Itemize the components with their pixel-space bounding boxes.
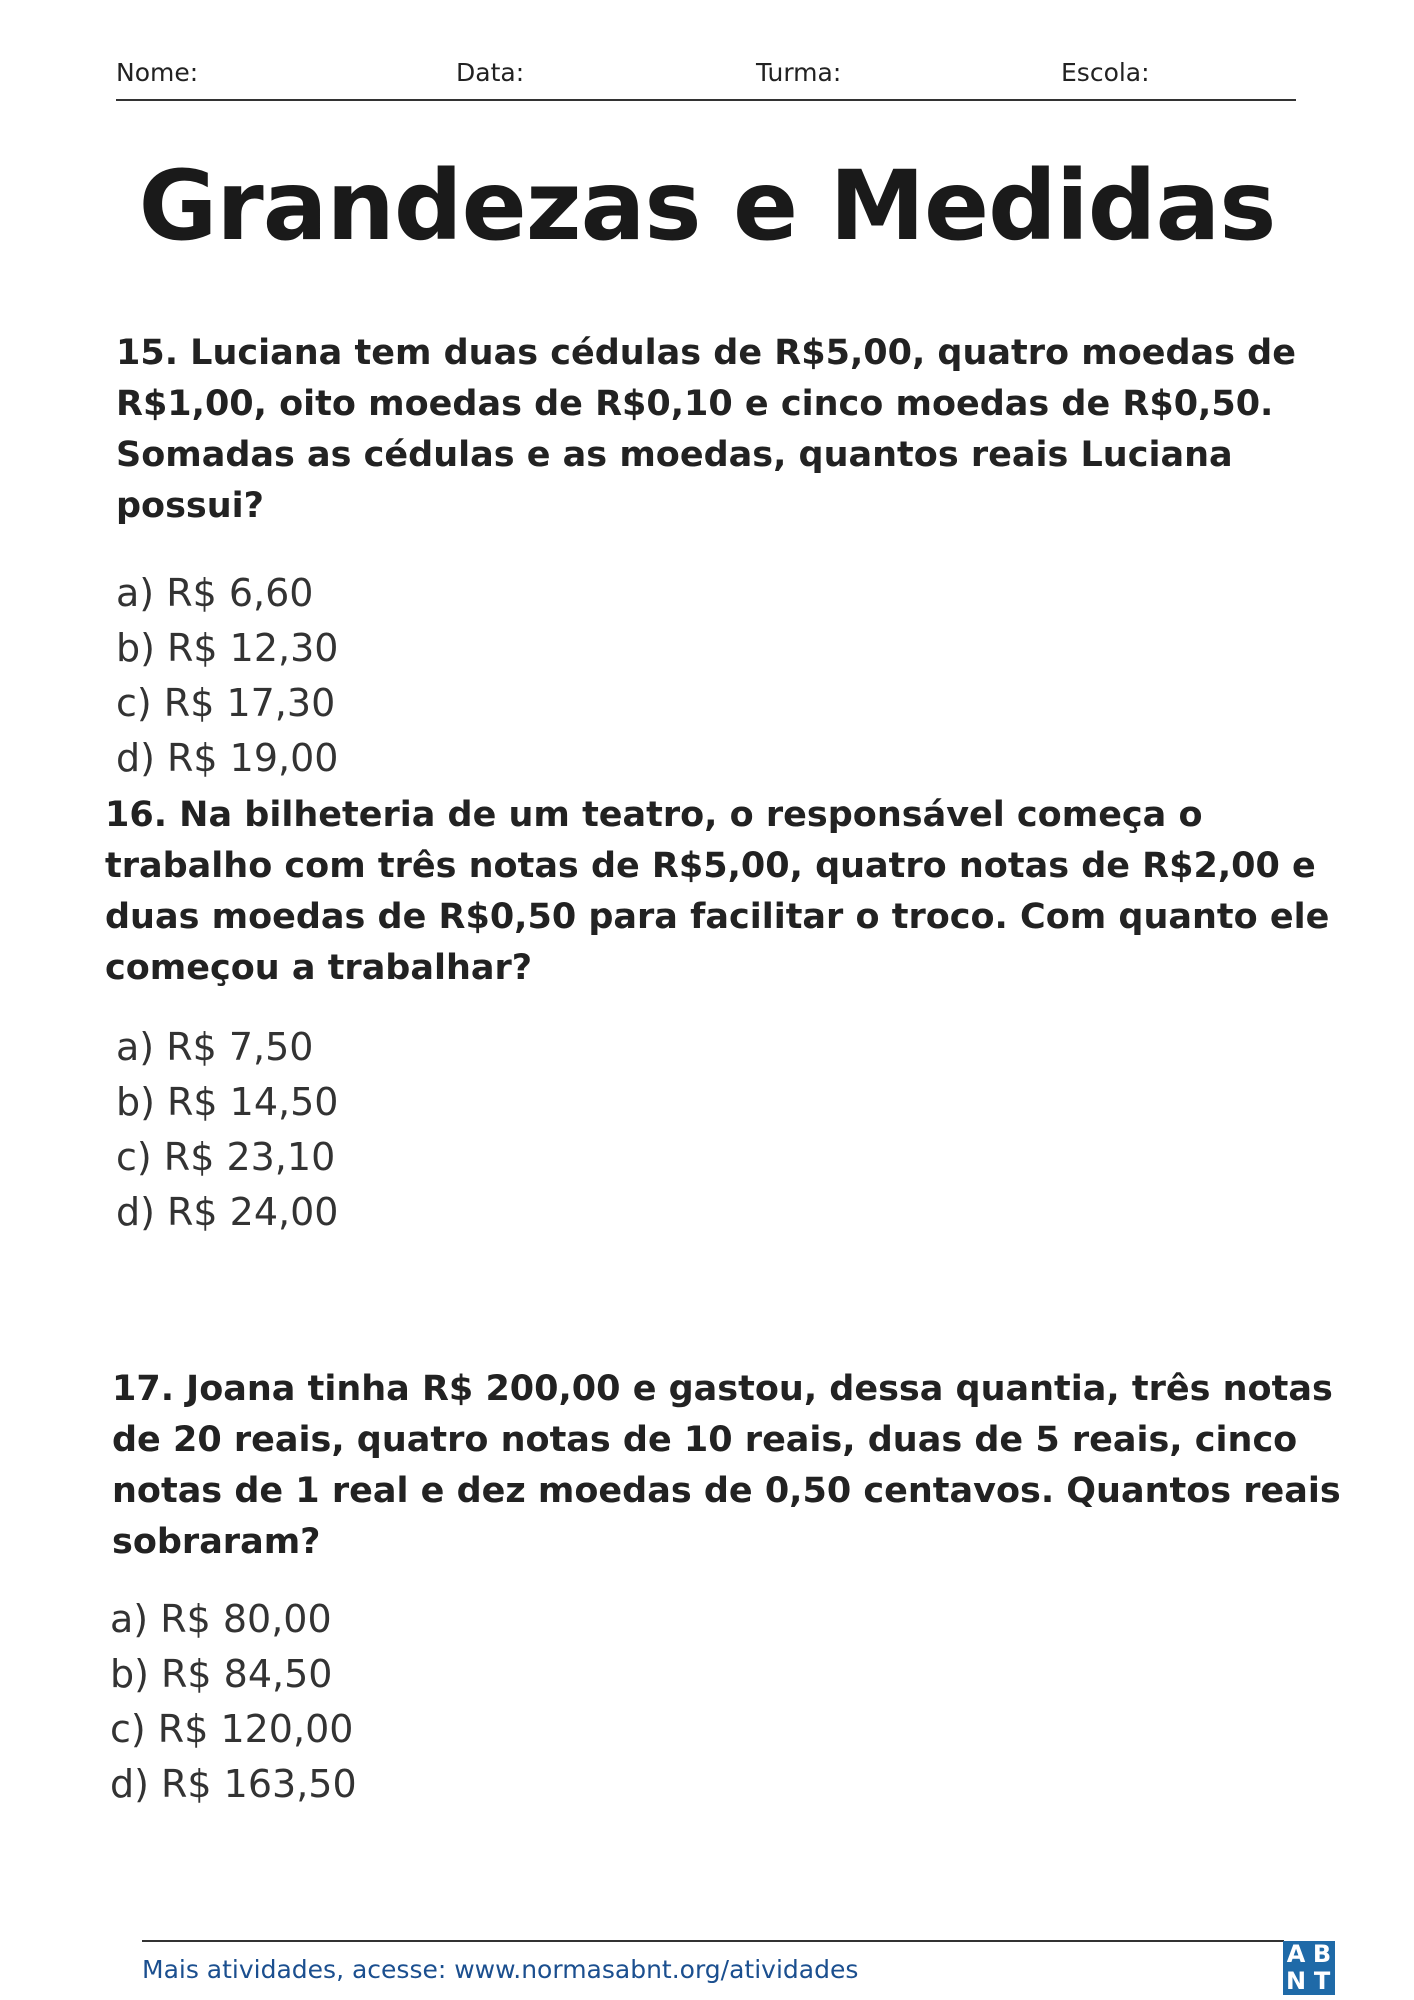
option-a: a) R$ 6,60 [116, 571, 314, 615]
option-c: c) R$ 23,10 [116, 1135, 336, 1179]
option-d: d) R$ 24,00 [116, 1190, 339, 1234]
logo-letter: B [1312, 1940, 1332, 1968]
option-d: d) R$ 163,50 [110, 1762, 357, 1806]
option-d: d) R$ 19,00 [116, 736, 339, 780]
option-b: b) R$ 14,50 [116, 1080, 339, 1124]
footer-link[interactable]: Mais atividades, acesse: www.normasabnt.org/atividades [142, 1955, 859, 1984]
question-text: 17. Joana tinha R$ 200,00 e gastou, dessa quantia, três notas de 20 reais, quatro notas de 10 reais, duas de 5 reais, cinco notas de 1 real e dez moedas de 0,50 centavos. Quantos reais sobraram? [112, 1369, 1341, 1562]
answer-options [116, 1020, 1345, 1240]
option-c: c) R$ 17,30 [116, 681, 336, 725]
data-label: Data: [456, 58, 525, 87]
turma-label: Turma: [756, 58, 842, 87]
escola-label: Escola: [1061, 58, 1150, 87]
nome-label: Nome: [116, 58, 199, 87]
logo-letter: N [1285, 1967, 1307, 1995]
option-b: b) R$ 84,50 [110, 1652, 333, 1696]
answer-options [110, 1592, 1347, 1812]
page-title: Grandezas e Medidas [138, 150, 1276, 262]
option-a: a) R$ 7,50 [116, 1025, 314, 1069]
question-text: 15. Luciana tem duas cédulas de R$5,00, quatro moedas de R$1,00, oito moedas de R$0,10 e cinco moedas de R$0,50. Somadas as cédulas e as moedas, quantos reais Luciana possui? [116, 333, 1296, 526]
question-17 [112, 1364, 1347, 1812]
header-fields [116, 58, 1296, 88]
question-16 [105, 790, 1345, 1240]
logo-letter: A [1286, 1940, 1306, 1968]
header-divider [116, 99, 1296, 101]
option-c: c) R$ 120,00 [110, 1707, 354, 1751]
answer-options [116, 566, 1346, 786]
logo-letter: T [1313, 1967, 1331, 1995]
option-b: b) R$ 12,30 [116, 626, 339, 670]
question-15 [116, 328, 1346, 786]
question-text: 16. Na bilheteria de um teatro, o responsável começa o trabalho com três notas de R$5,00, quatro notas de R$2,00 e duas moedas de R$0,50 para facilitar o troco. Com quanto ele começou a trabalhar? [105, 795, 1330, 988]
footer-divider [142, 1940, 1284, 1942]
abnt-logo [1283, 1941, 1335, 1995]
option-a: a) R$ 80,00 [110, 1597, 332, 1641]
